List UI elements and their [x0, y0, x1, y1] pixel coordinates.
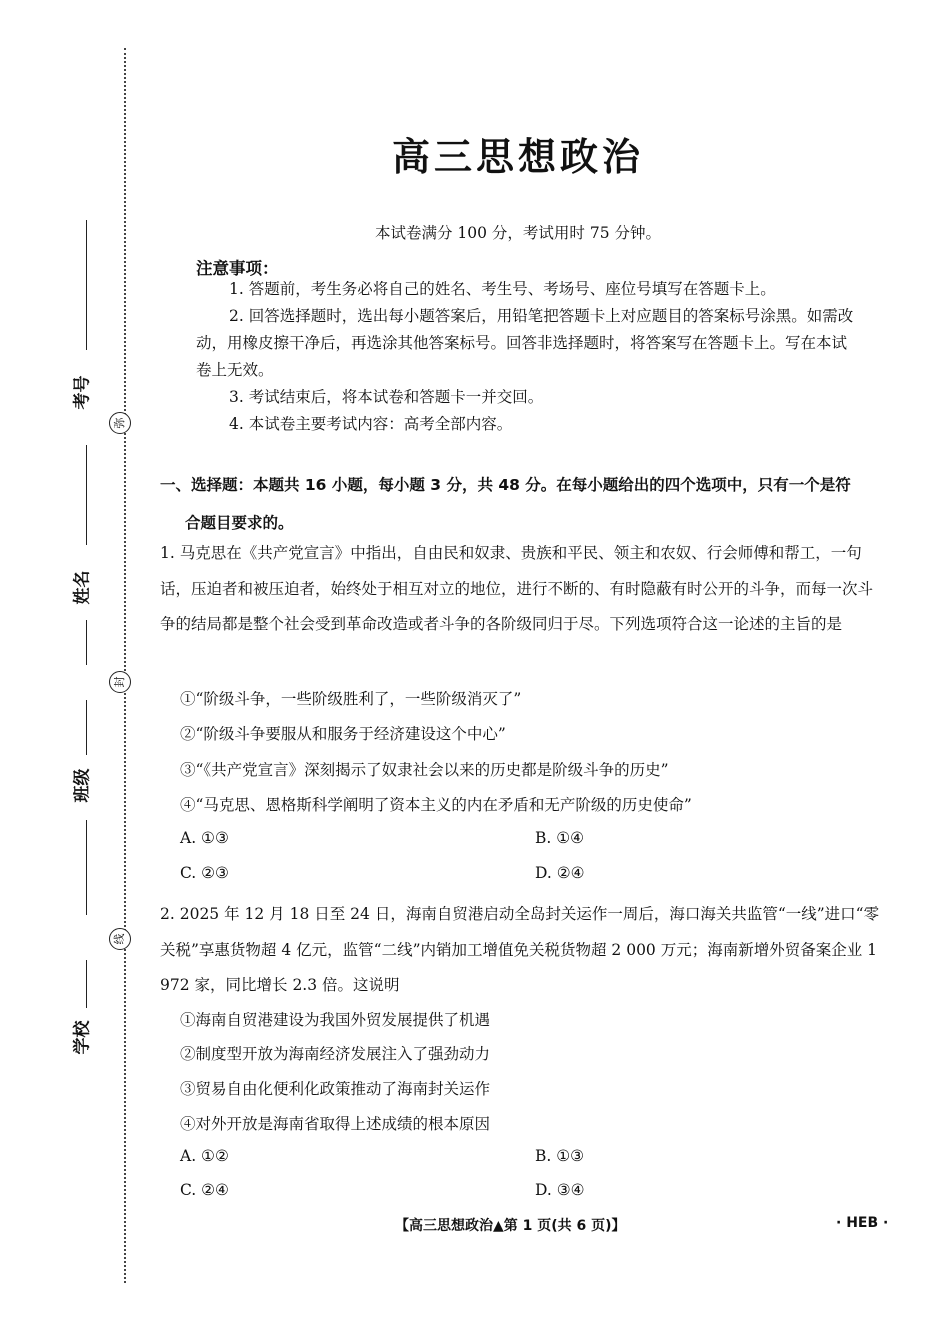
question-2-choice-d[interactable]: D. ③④: [535, 1181, 585, 1199]
seal-xian: 线: [109, 928, 131, 950]
question-2-choice-a[interactable]: A. ①②: [180, 1147, 229, 1165]
section-heading-line: 合题目要求的。: [185, 514, 294, 532]
section-heading: [160, 466, 888, 542]
note-item: 4. 本试卷主要考试内容：高考全部内容。: [229, 415, 513, 433]
class-lower-line[interactable]: [60, 820, 100, 920]
question-2-statement: ①海南自贸港建设为我国外贸发展提供了机遇: [180, 1011, 491, 1029]
question-1-statement: ②“阶级斗争要服从和服务于经济建设这个中心”: [180, 725, 506, 743]
question-1-choice-b[interactable]: B. ①④: [535, 829, 585, 847]
footer-code: · HEB ·: [836, 1215, 889, 1231]
question-2-statement: ③贸易自由化便利化政策推动了海南封关运作: [180, 1080, 491, 1098]
section-heading-line: 一、选择题：本题共 16 小题，每小题 3 分，共 48 分。在每小题给出的四个选项中，只有一个是符: [160, 476, 851, 494]
question-1-statement: ①“阶级斗争，一些阶级胜利了，一些阶级消灭了”: [180, 690, 522, 708]
question-1-statement: ④“马克思、恩格斯科学阐明了资本主义的内在矛盾和无产阶级的历史使命”: [180, 796, 692, 814]
notes-heading: 注意事项：: [196, 259, 279, 278]
question-1-stem: 1. 马克思在《共产党宣言》中指出，自由民和奴隶、贵族和平民、领主和农奴、行会师傅和帮工，一句话，压迫者和被压迫者，始终处于相互对立的地位，进行不断的、有时隐蔽有时公开的斗争，而每一次斗争的结局都是整个社会受到革命改造或者斗争的各阶级同归于尽。下列选项符合这一论述的主旨的是: [160, 544, 874, 633]
question-1-statement: ③“《共产党宣言》深刻揭示了奴隶社会以来的历史都是阶级斗争的历史”: [180, 761, 669, 779]
name-lower-line[interactable]: [60, 620, 100, 680]
name-field[interactable]: [60, 445, 100, 620]
note-item: 1. 答题前，考生务必将自己的姓名、考生号、考场号、座位号填写在答题卡上。: [229, 280, 776, 298]
question-1-choice-a[interactable]: A. ①③: [180, 829, 229, 847]
page-title: 高三思想政治: [391, 135, 644, 179]
question-1-choice-d[interactable]: D. ②④: [535, 864, 585, 882]
note-item: 2. 回答选择题时，选出每小题答案后，用铅笔把答题卡上对应题目的答案标号涂黑。如需改动，用橡皮擦干净后，再选涂其他答案标号。回答非选择题时，将答案写在答题卡上。写在本试卷上无效。: [196, 307, 854, 379]
seal-mi: 弥: [109, 412, 131, 434]
seal-feng: 封: [109, 671, 131, 693]
question-2-choice-b[interactable]: B. ①③: [535, 1147, 585, 1165]
question-2-stem: 2. 2025 年 12 月 18 日至 24 日，海南自贸港启动全岛封关运作一周后，海口海关共监管“一线”进口“零关税”享惠货物超 4 亿元，监管“二线”内销加工增值免关税货物超 2 000 万元；海南新增外贸备案企业 1 972 家，同比增长 2.3 倍。这说明: [160, 905, 880, 994]
exam-info: 本试卷满分 100 分，考试用时 75 分钟。: [374, 224, 662, 242]
class-label: 班级: [72, 768, 93, 803]
question-2-statement: ④对外开放是海南省取得上述成绩的根本原因: [180, 1115, 491, 1133]
exam-number-field[interactable]: [60, 220, 100, 410]
question-2-statement: ②制度型开放为海南经济发展注入了强劲动力: [180, 1045, 491, 1063]
note-item: 3. 考试结束后，将本试卷和答题卡一并交回。: [229, 388, 544, 406]
school-field[interactable]: [60, 960, 100, 1060]
name-lower-blank[interactable]: [86, 620, 87, 665]
question-1-choice-c[interactable]: C. ②③: [180, 864, 229, 882]
school-blank[interactable]: [86, 960, 87, 1008]
name-label: 姓名: [72, 570, 93, 605]
name-blank[interactable]: [86, 445, 87, 545]
page-footer: 【高三思想政治▲第 1 页(共 6 页)】: [395, 1218, 626, 1234]
class-field[interactable]: [60, 700, 100, 810]
class-lower-blank[interactable]: [86, 820, 87, 915]
school-label: 学校: [72, 1020, 93, 1055]
class-blank[interactable]: [86, 700, 87, 755]
question-2-choice-c[interactable]: C. ②④: [180, 1181, 229, 1199]
exam-number-label: 考号: [72, 375, 93, 410]
